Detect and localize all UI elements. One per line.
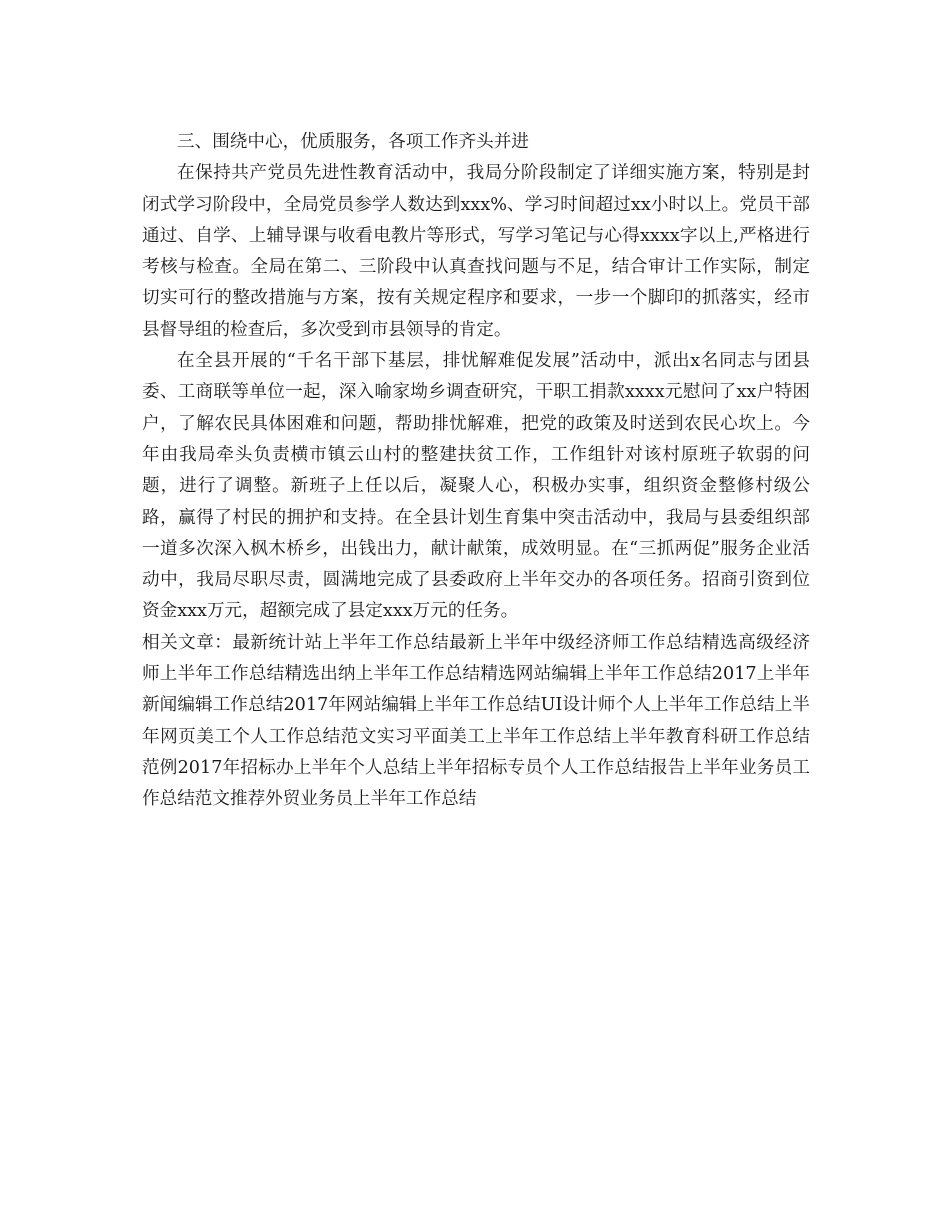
related-articles: 相关文章：最新统计站上半年工作总结最新上半年中级经济师工作总结精选高级经济师上半年工作总结精选出纳上半年工作总结精选网站编辑上半年工作总结2017上半年新闻编辑工作总结2017年网站编辑上半年工作总结UI设计师个人上半年工作总结上半年网页美工个人工作总结范文实习平面美工上半年工作总结上半年教育科研工作总结范例2017年招标办上半年个人总结上半年招标专员个人工作总结报告上半年业务员工作总结范文推荐外贸业务员上半年工作总结 <box>142 632 810 810</box>
document-page <box>142 127 810 816</box>
paragraph-grassroots-activities: 在全县开展的“千名干部下基层，排忧解难促发展”活动中，派出x名同志与团县委、工商联等单位一起，深入喻家坳乡调查研究，干职工捐款xxxx元慰问了xx户特困户，了解农民具体困难和问题，帮助排忧解难，把党的政策及时送到农民心坎上。今年由我局牵头负责横市镇云山村的整建扶贫工作，工作组针对该村原班子软弱的问题，进行了调整。新班子上任以后，凝聚人心，积极办实事，组织资金整修村级公路，赢得了村民的拥护和支持。在全县计划生育集中突击活动中，我局与县委组织部一道多次深入枫木桥乡，出钱出力，献计献策，成效明显。在“三抓两促”服务企业活动中，我局尽职尽责，圆满地完成了县委政府上半年交办的各项任务。招商引资到位资金xxx万元，超额完成了县定xxx万元的任务。 <box>142 351 810 622</box>
paragraph-party-education: 在保持共产党员先进性教育活动中，我局分阶段制定了详细实施方案，特别是封闭式学习阶段中，全局党员参学人数达到xxx%、学习时间超过xx小时以上。党员干部通过、自学、上辅导课与收看电教片等形式，写学习笔记与心得xxxx字以上,严格进行考核与检查。全局在第二、三阶段中认真查找问题与不足，结合审计工作实际，制定切实可行的整改措施与方案，按有关规定程序和要求，一步一个脚印的抓落实，经市县督导组的检查后，多次受到市县领导的肯定。 <box>142 163 810 340</box>
section-heading: 三、围绕中心，优质服务，各项工作齐头并进 <box>177 132 529 152</box>
